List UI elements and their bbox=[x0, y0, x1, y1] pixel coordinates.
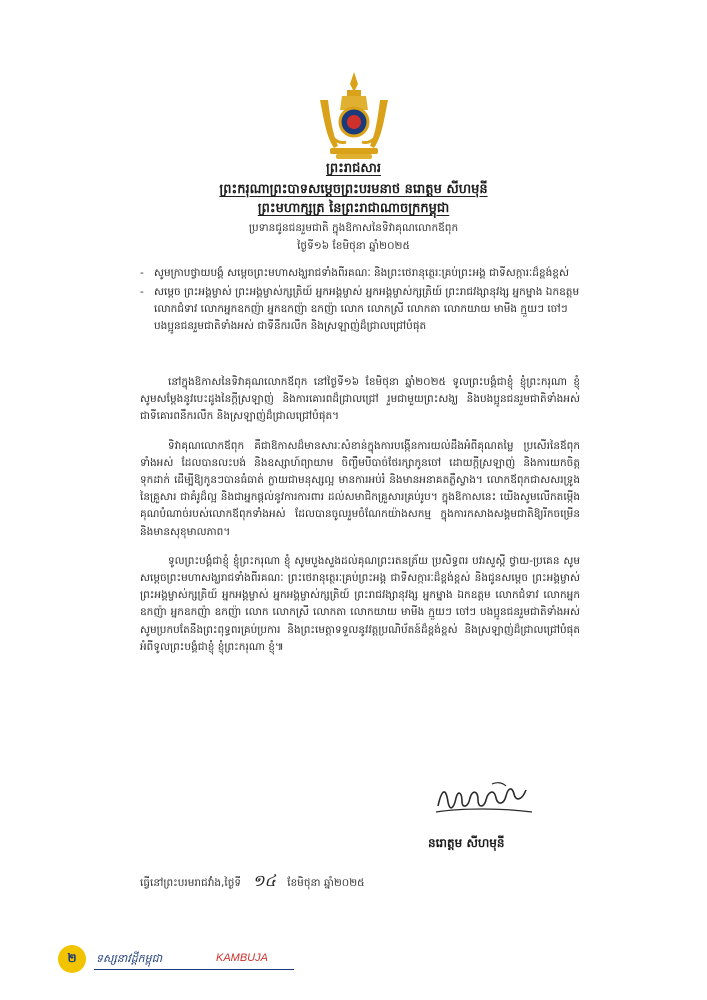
magazine-brand: KAMBUJA bbox=[216, 952, 268, 964]
body-paragraph: ទូលព្រះបង្គំជាខ្ញុំ ខ្ញុំព្រះករុណា ខ្ញុំ សូមបួងសួងដល់គុណព្រះរតនត្រ័យ ប្រសិទ្ធពរ បវរសួស្តី ថ្វាយ-ប្រគេន សូមសម្តេចព្រះមហាសង្ឃរាជទាំងពីរគណៈ ព្រះថេរានុត្ថេរៈគ្រប់ព្រះអង្គ ជាទីសក្ការៈដ៏ខ្ពង់ខ្ពស់ និងជូនសម្តេច ព្រះអង្គម្ចាស់ ព្រះអង្គម្ចាស់ក្សត្រិយ៍ អ្នកអង្គម្ចាស់ អ្នកអង្គម្ចាស់ក្សត្រិយ៍ ព្រះរាជវង្សានុវង្ស អ្នកម្នាង ឯកឧត្តម លោកជំទាវ លោកអ្នកឧកញ៉ា អ្នកឧកញ៉ា ឧកញ៉ា លោក លោកស្រី លោកតា លោកយាយ មាមីង ក្មួយៗ ចៅៗ បងប្អូនជនរួមជាតិទាំងអស់ សូមប្រកបតែនឹងព្រះពុទ្ធពរគ្រប់ប្រការ និងព្រះមេត្តាទទួលនូវវត្តប្រណិប័តន៍ដ៏ខ្ពង់ខ្ពស់ និងស្រឡាញ់ដ៏ជ្រាលជ្រៅបំផុត អំពីទូលព្រះបង្គំជាខ្ញុំ ខ្ញុំព្រះករុណា ខ្ញុំ៕ bbox=[140, 554, 580, 653]
page-footer bbox=[58, 945, 298, 973]
salutation-list bbox=[140, 265, 580, 337]
dateline-prefix: ធ្វើនៅព្រះបរមរាជវាំង,ថ្ងៃទី bbox=[140, 877, 242, 889]
body-paragraph: ទិវាគុណលោកឪពុក គឺជាឱកាសដ៏មានសារៈសំខាន់ក្នុងការបង្កើនការយល់ដឹងអំពីគុណតម្លៃ ប្រសើរនៃឪពុកទាំងអស់ ដែលបានលះបង់ និងឧស្សាហ៍ព្យាយាម ចិញ្ចឹមបីបាច់ថែរក្សាកូនចៅ ដោយក្តីស្រឡាញ់ និងការយកចិត្តទុកដាក់ ដើម្បីឱ្យកូនៗបានធំធាត់ ក្លាយជាមនុស្សល្អ មានការអប់រំ និងមានអនាគតភ្លឺស្វាង។ លោកឪពុកជាសសរទ្រូងនៃគ្រួសារ ជាគំរូដ៏ល្អ និងជាអ្នកផ្តល់នូវការការពារ ដល់សមាជិកគ្រួសារគ្រប់រូប។ ក្នុងឱកាសនេះ យើងសូមលើកតម្កើងគុណបំណាច់របស់លោកឪពុកទាំងអស់ ដែលបានចូលរួមចំណែកយ៉ាងសកម្ម ក្នុងការកសាងសង្គមជាតិឱ្យរីកចម្រើន និងមានសុខុមាលភាព។ bbox=[140, 439, 580, 538]
letter-body bbox=[140, 374, 580, 668]
signatory-name: នរោត្តម សីហមុនី bbox=[428, 836, 505, 850]
king-subtitle: ព្រះមហាក្សត្រ នៃព្រះរាជាណាចក្រកម្ពុជា bbox=[257, 201, 450, 216]
occasion-date: ថ្ងៃទី១៦ ខែមិថុនា ឆ្នាំ២០២៥ bbox=[297, 240, 410, 252]
royal-emblem-icon bbox=[312, 70, 396, 162]
king-title: ព្រះករុណាព្រះបាទសម្តេចព្រះបរមនាថ នរោត្តម សីហមុនី bbox=[219, 182, 488, 197]
dateline-suffix: ខែមិថុនា ឆ្នាំ២០២៥ bbox=[287, 877, 365, 889]
body-paragraph: នៅក្នុងឱកាសនៃទិវាគុណលោកឪពុក នៅថ្ងៃទី១៦ ខែមិថុនា ឆ្នាំ២០២៥ ទូលព្រះបង្គំជាខ្ញុំ ខ្ញុំព្រះករុណា ខ្ញុំ សូមសម្តែងនូវបេះដូងនៃក្តីស្រឡាញ់ និងការគោរពដ៏ជ្រាលជ្រៅ រួមជាមួយព្រះសង្ឃ និងបងប្អូនជនរួមជាតិទាំងអស់ ជាទីគោរពនឹករលឹក និងស្រឡាញ់ដ៏ជ្រាលជ្រៅបំផុត។ bbox=[140, 376, 580, 423]
dateline-day: ១៤ bbox=[252, 871, 276, 890]
magazine-title: ទស្សនាវដ្តីកម្ពុជា bbox=[96, 952, 163, 965]
dateline bbox=[140, 870, 365, 894]
handwritten-signature bbox=[432, 778, 542, 818]
salutation-item: - សូមក្រាបថ្វាយបង្គំ សម្តេចព្រះមហាសង្ឃរាជទាំងពីរគណៈ និងព្រះថេរានុត្ថេរៈគ្រប់ព្រះអង្គ ជាទីសក្ការៈដ៏ខ្ពង់ខ្ពស់ bbox=[140, 265, 580, 282]
page-number: ២ bbox=[58, 945, 86, 973]
letter-title: ព្រះរាជសារ bbox=[326, 161, 381, 176]
occasion-line: ប្រទានជូនជនរួមជាតិ ក្នុងឱកាសនៃទិវាគុណលោកឪពុក bbox=[248, 222, 459, 234]
footer-divider bbox=[94, 969, 294, 970]
salutation-item: - សម្តេច ព្រះអង្គម្ចាស់ ព្រះអង្គម្ចាស់ក្សត្រិយ៍ អ្នកអង្គម្ចាស់ អ្នកអង្គម្ចាស់ក្សត្រិយ៍ ព្រះរាជវង្សានុវង្ស អ្នកម្នាង ឯកឧត្តម លោកជំទាវ លោកអ្នកឧកញ៉ា អ្នកឧកញ៉ា ឧកញ៉ា លោក លោកស្រី លោកតា លោកយាយ មាមីង ក្មួយៗ ចៅៗ បងប្អូនជនរួមជាតិទាំងអស់ ជាទីនឹករលឹក និងស្រឡាញ់ដ៏ជ្រាលជ្រៅបំផុត bbox=[140, 284, 580, 335]
